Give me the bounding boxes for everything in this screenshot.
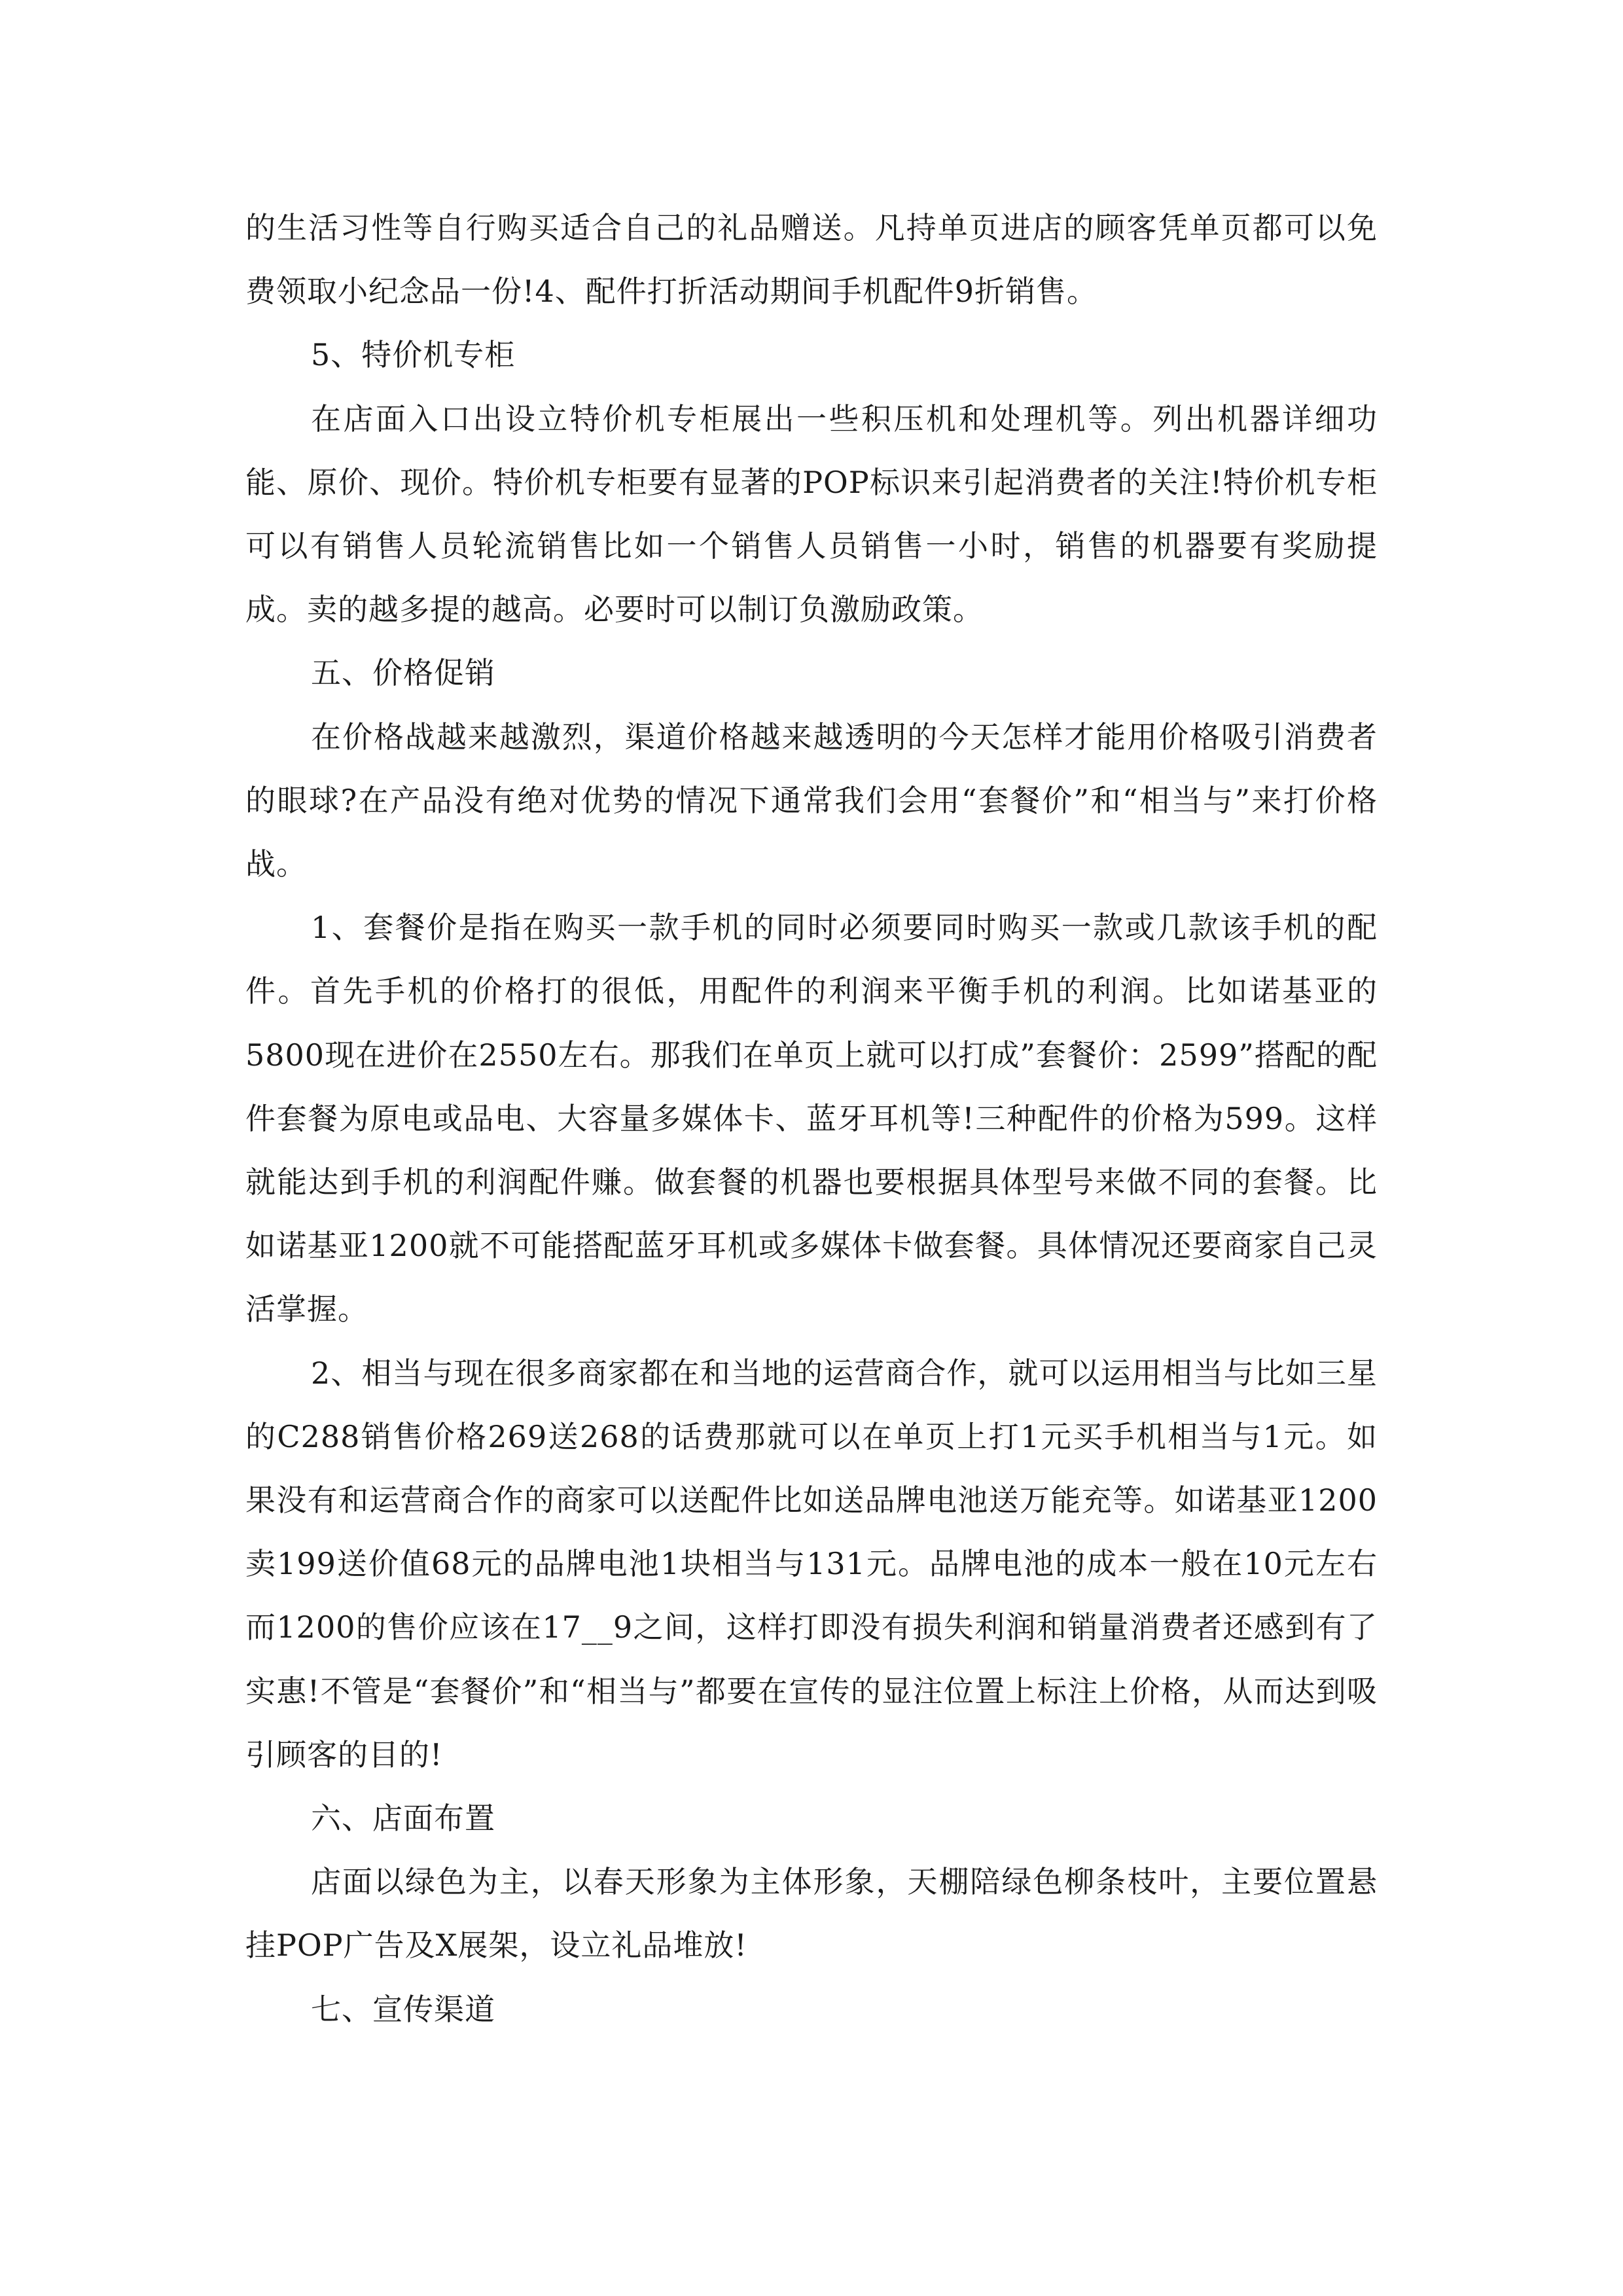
heading-price-promotion: 五、价格促销: [311, 655, 495, 691]
paragraph-price-war: 在价格战越来越激烈，渠道价格越来越透明的今天怎样才能用价格吸引消费者的眼球?在产品没有绝对优势的情况下通常我们会用“套餐价”和“相当与”来打价格战。: [245, 719, 1378, 882]
heading-special-price-counter: 5、特价机专柜: [311, 337, 516, 373]
heading-store-layout: 六、店面布置: [311, 1801, 495, 1837]
paragraph-store-layout: 店面以绿色为主，以春天形象为主体形象，天棚陪绿色柳条枝叶，主要位置悬挂POP广告及X展架，设立礼品堆放!: [245, 1864, 1378, 1964]
document-body: [245, 196, 1378, 2041]
paragraph-special-price-counter: 在店面入口出设立特价机专柜展出一些积压机和处理机等。列出机器详细功能、原价、现价。特价机专柜要有显著的POP标识来引起消费者的关注!特价机专柜可以有销售人员轮流销售比如一个销售人员销售一小时，销售的机器要有奖励提成。卖的越多提的越高。必要时可以制订负激励政策。: [245, 401, 1378, 628]
paragraph-gift-promo: 的生活习性等自行购买适合自己的礼品赠送。凡持单页进店的顾客凭单页都可以免费领取小纪念品一份!4、配件打折活动期间手机配件9折销售。: [245, 210, 1378, 310]
paragraph-package-price: 1、套餐价是指在购买一款手机的同时必须要同时购买一款或几款该手机的配件。首先手机的价格打的很低，用配件的利润来平衡手机的利润。比如诺基亚的5800现在进价在2550左右。那我们在单页上就可以打成”套餐价：2599”搭配的配件套餐为原电或品电、大容量多媒体卡、蓝牙耳机等!三种配件的价格为599。这样就能达到手机的利润配件赚。做套餐的机器也要根据具体型号来做不同的套餐。比如诺基亚1200就不可能搭配蓝牙耳机或多媒体卡做套餐。具体情况还要商家自己灵活掌握。: [245, 910, 1378, 1327]
heading-promotion-channels: 七、宣传渠道: [311, 1991, 495, 2027]
paragraph-equivalent-price: 2、相当与现在很多商家都在和当地的运营商合作，就可以运用相当与比如三星的C288销售价格269送268的话费那就可以在单页上打1元买手机相当与1元。如果没有和运营商合作的商家可以送配件比如送品牌电池送万能充等。如诺基亚1200卖199送价值68元的品牌电池1块相当与131元。品牌电池的成本一般在10元左右而1200的售价应该在17__9之间，这样打即没有损失利润和销量消费者还感到有了实惠!不管是“套餐价”和“相当与”都要在宣传的显注位置上标注上价格，从而达到吸引顾客的目的!: [245, 1355, 1378, 1772]
